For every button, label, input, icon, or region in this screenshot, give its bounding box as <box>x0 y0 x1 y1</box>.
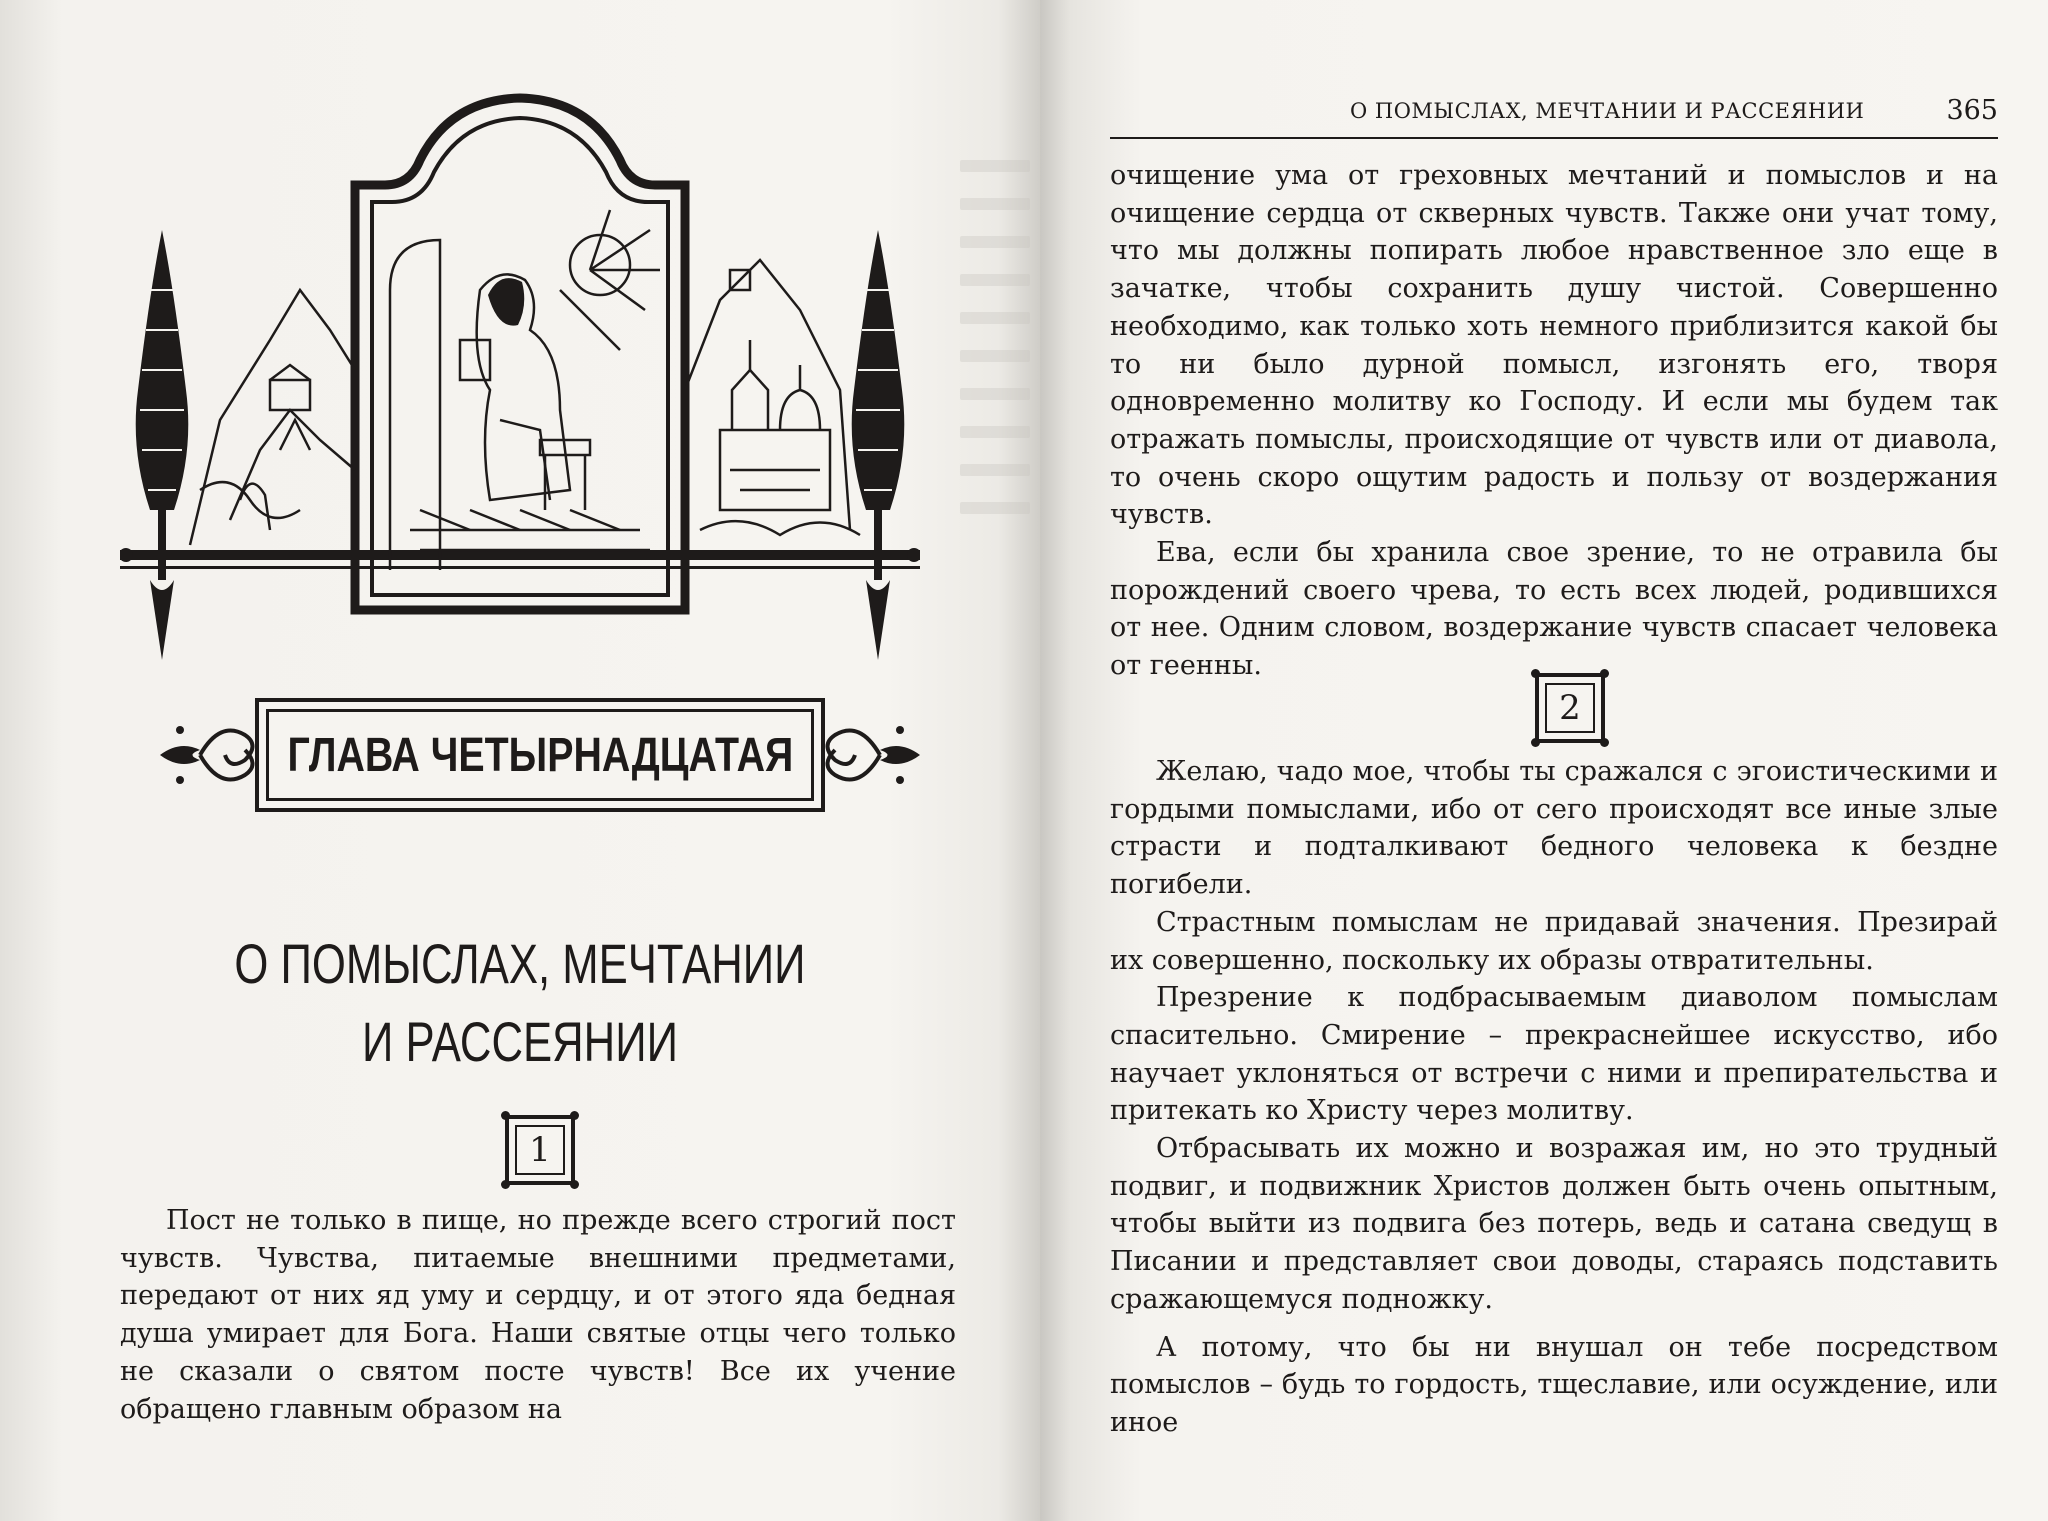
page-number: 365 <box>1946 95 1998 126</box>
right-body-text-bottom <box>1110 753 1998 1442</box>
paragraph: Ева, если бы хранила свое зрение, то не отравила бы порождений своего чрева, то есть всех людей, родившихся от нее. Одним словом, воздержание чувств спасает человека от геенны. <box>1110 537 1998 682</box>
paragraph: Презрение к подбрасываемым диаволом помыслам спасительно. Смирение – прекраснейшее искусство, ибо научает уклоняться от встречи с ними и препирательства и притекать ко Христу через молитву. <box>1110 982 1998 1127</box>
chapter-title-line-1: О ПОМЫСЛАХ, МЕЧТАНИИ <box>234 932 806 995</box>
chapter-title-line-2: И РАССЕЯНИИ <box>361 1010 679 1073</box>
section-number-box <box>1535 673 1605 743</box>
section-number-box <box>505 1115 575 1185</box>
paragraph: Желаю, чадо мое, чтобы ты сражался с эгоистическими и гордыми помыслами, ибо от сего происходят все иные злые страсти и подталкивают бедного человека к бездне погибели. <box>1110 756 1998 901</box>
paragraph: А потому, что бы ни внушал он тебе посредством помыслов – будь то гордость, тщеславие, или осуждение, или иное <box>1110 1331 1998 1438</box>
bleed-through-text <box>960 160 1030 540</box>
paragraph: очищение ума от греховных мечтаний и помыслов и на очищение сердца от скверных чувств. Также они учат тому, что мы должны попирать любое нравственное зло еще в зачатке, чтобы сохранить душу чистой. Совершенно необходимо, как только хоть немного приблизится какой бы то ни было дурной помысл, изгонять его, творя одновременно молитву ко Господу. И если мы будем так отражать помыслы, происходящие от чувств или от диавола, то очень скоро ощутим радость и пользу от воздержания чувств. <box>1110 160 1998 531</box>
section-number: 1 <box>529 1130 551 1170</box>
running-header <box>1110 97 1998 139</box>
left-body-text <box>120 1202 956 1428</box>
chapter-label: ГЛАВА ЧЕТЫРНАДЦАТАЯ <box>287 728 793 782</box>
paragraph: Пост не только в пище, но прежде всего строгий пост чувств. Чувства, питаемые внешними предметами, передают от них яд уму и сердцу, и от этого яда бедная душа умирает для Бога. Наши святые отцы чего только не сказали о святом посте чувств! Все их учение обращено главным образом на <box>120 1205 956 1425</box>
chapter-label-box <box>255 698 825 812</box>
right-body-text-top <box>1110 157 1998 685</box>
paragraph: Отбрасывать их можно и возражая им, но это трудный подвиг, и подвижник Христов должен быть очень опытным, чтобы выйти из подвига без потерь, ведь и сатана сведущ в Писании и представляет свои доводы, стараясь подставить сражающемуся подножку. <box>1110 1133 1998 1315</box>
chapter-title <box>150 925 890 1081</box>
right-page <box>1040 0 2048 1521</box>
running-title: О ПОМЫСЛАХ, МЕЧТАНИИ И РАССЕЯНИИ <box>1350 99 1865 123</box>
paragraph: Страстным помыслам не придавай значения. Презирай их совершенно, поскольку их образы отвратительны. <box>1110 906 1998 976</box>
chapter-plate <box>160 690 920 820</box>
section-number: 2 <box>1559 688 1581 728</box>
chapter-illustration <box>120 90 920 710</box>
